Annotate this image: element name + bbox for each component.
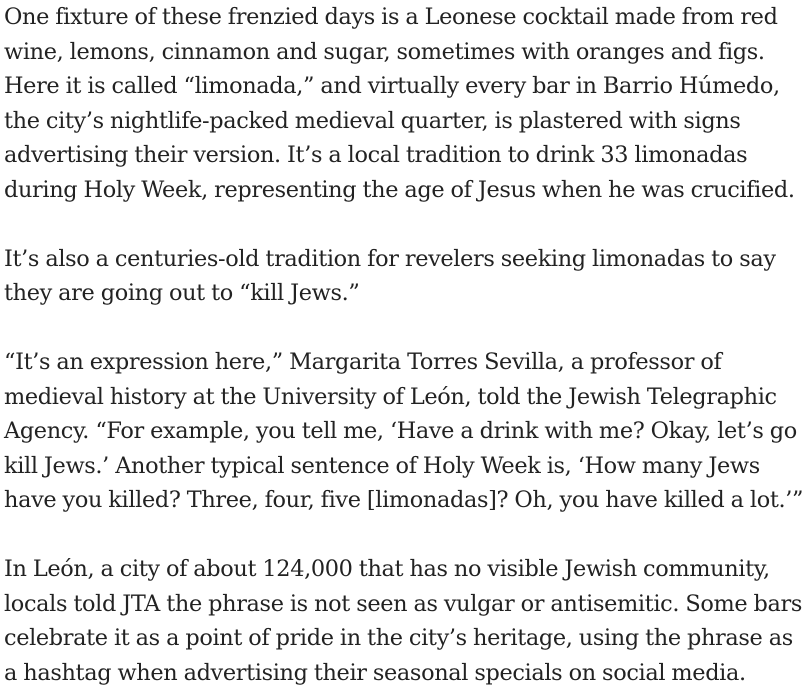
paragraph-leon: In León, a city of about 124,000 that has no visible Jewish community, locals told JTA the phrase is not seen as vulgar or antisemitic. Some bars celebrate it as a point of pride in the city’s heritage, using the phrase as a hashtag when advertising their seasonal specials on social media. — [4, 556, 803, 686]
paragraph-quote: “It’s an expression here,” Margarita Torres Sevilla, a professor of medieval history at the University of León, told the Jewish Telegraphic Agency. “For example, you tell me, ‘Have a drink with me? Okay, let’s go kill Jews.’ Another typical sentence of Holy Week is, ‘How many Jews have you killed? Three, four, five [limonadas]? Oh, you have killed a lot.’” — [4, 349, 804, 513]
article-body — [4, 0, 812, 690]
paragraph-tradition: It’s also a centuries-old tradition for revelers seeking limonadas to say they are going out to “kill Jews.” — [4, 245, 776, 306]
paragraph-limonada: One fixture of these frenzied days is a Leonese cocktail made from red wine, lemons, cinnamon and sugar, sometimes with oranges and figs. Here it is called “limonada,” and virtually every bar in Barrio Húmedo, the city’s nightlife-packed medieval quarter, is plastered with signs advertising their version. It’s a local tradition to drink 33 limonadas during Holy Week, representing the age of Jesus when he was crucified. — [4, 4, 795, 203]
